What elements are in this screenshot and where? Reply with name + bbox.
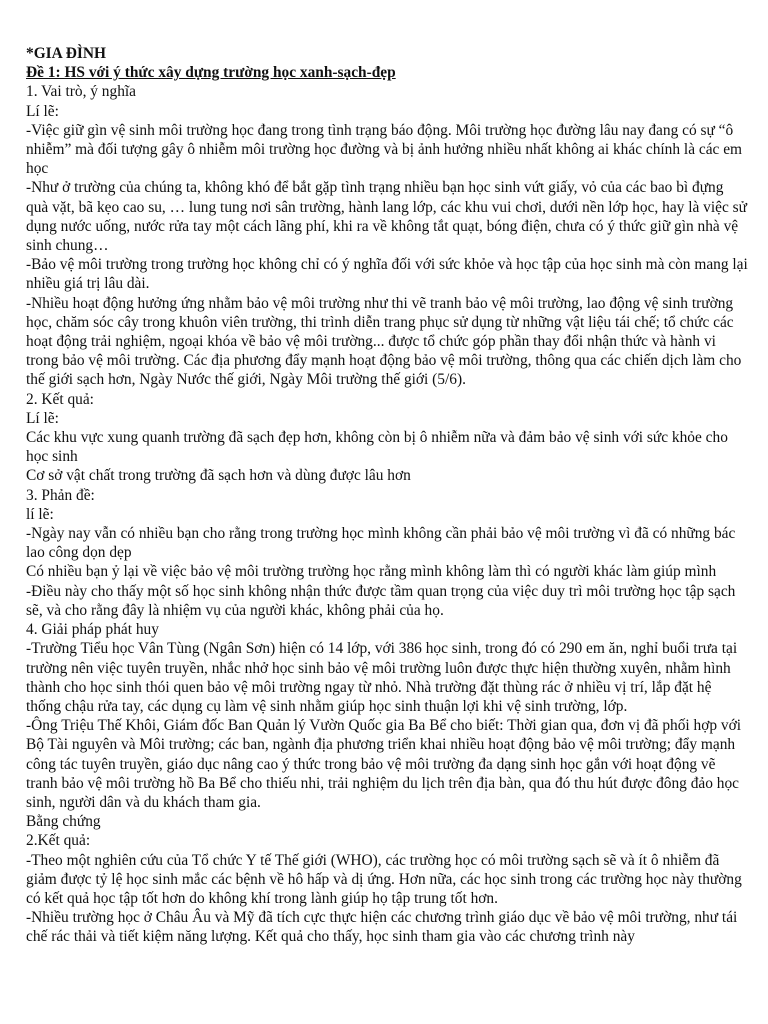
paragraph: Các khu vực xung quanh trường đã sạch đẹp hơn, không còn bị ô nhiễm nữa và đảm bảo vệ sinh với sức khỏe cho học sinh: [26, 429, 728, 466]
label-arguments: Lí lẽ:: [26, 102, 59, 120]
paragraph: Cơ sở vật chất trong trường đã sạch hơn và dùng được lâu hơn: [26, 467, 411, 485]
heading-counterargument: 3. Phản đề:: [26, 486, 95, 504]
paragraph: -Ông Triệu Thế Khôi, Giám đốc Ban Quản lý Vườn Quốc gia Ba Bể cho biết: Thời gian qua, đơn vị đã phối hợp với Bộ Tài nguyên và Môi trường; các ban, ngành địa phương triển khai nhiều hoạt động bảo vệ môi trường; đẩy mạnh công tác tuyên truyền, giáo dục nâng cao ý thức trong bảo vệ môi trường đa dạng sinh học gắn với hoạt động vẽ tranh bảo vệ môi trường hồ Ba Bể cho thiếu nhi, trải nghiệm du lịch trên địa bàn, qua đó thu hút được đông đảo học sinh, người dân và du khách tham gia.: [26, 717, 742, 811]
label-arguments: lí lẽ:: [26, 505, 54, 523]
label-evidence: Bằng chứng: [26, 813, 101, 831]
heading-solutions: 4. Giải pháp phát huy: [26, 621, 159, 639]
label-arguments: Lí lẽ:: [26, 409, 59, 427]
heading-results: 2. Kết quả:: [26, 390, 94, 408]
topic-title: Đề 1: HS với ý thức xây dựng trường học xanh-sạch-đẹp: [26, 64, 396, 82]
section-title: *GIA ĐÌNH: [26, 45, 106, 62]
paragraph: -Ngày nay vẫn có nhiều bạn cho rằng trong trường học mình không cần phải bảo vệ môi trường vì đã có những bác lao công dọn dẹp: [26, 525, 736, 562]
document-body: [26, 82, 748, 946]
paragraph: -Nhiều trường học ở Châu Âu và Mỹ đã tích cực thực hiện các chương trình giáo dục về bảo vệ môi trường, như tái chế rác thải và tiết kiệm năng lượng. Kết quả cho thấy, học sinh tham gia vào các chương trình này: [26, 909, 738, 946]
paragraph: -Điều này cho thấy một số học sinh không nhận thức được tầm quan trọng của việc duy trì môi trường học tập sạch sẽ, và cho rằng đây là nhiệm vụ của người khác, không phải của họ.: [26, 582, 736, 619]
paragraph: Có nhiều bạn ỷ lại về việc bảo vệ môi trường trường học rằng mình không làm thì có người khác làm giúp mình: [26, 563, 717, 581]
paragraph: -Nhiều hoạt động hưởng ứng nhằm bảo vệ môi trường như thi vẽ tranh bảo vệ môi trường, lao động vệ sinh trường học, chăm sóc cây trong khuôn viên trường, thi trình diễn trang phục sử dụng từ những vật liệu tái chế; tổ chức các hoạt động trải nghiệm, ngoại khóa về bảo vệ môi trường... được tổ chức góp phần thay đổi nhận thức và hành vi trong bảo vệ môi trường. Các địa phương đẩy mạnh hoạt động bảo vệ môi trường, thông qua các chiến dịch làm cho thế giới sạch hơn, Ngày Nước thế giới, Ngày Môi trường thế giới (5/6).: [26, 294, 742, 389]
paragraph: -Trường Tiểu học Vân Tùng (Ngân Sơn) hiện có 14 lớp, với 386 học sinh, trong đó có 290 em ăn, nghỉ buổi trưa tại trường nên việc tuyên truyền, nhắc nhở học sinh bảo vệ môi trường luôn được thực hiện thường xuyên, nhằm hình thành cho học sinh thói quen bảo vệ môi trường ngay từ nhỏ. Nhà trường đặt thùng rác ở nhiều vị trí, lắp đặt hệ thống chậu rửa tay, các dụng cụ làm vệ sinh nhằm giúp học sinh thuận lợi khi vệ sinh trường, lớp.: [26, 640, 738, 715]
paragraph: -Theo một nghiên cứu của Tổ chức Y tế Thế giới (WHO), các trường học có môi trường sạch sẽ và ít ô nhiễm đã giảm được tỷ lệ học sinh mắc các bệnh về hô hấp và dị ứng. Hơn nữa, các học sinh trong các trường học này thường có kết quả học tập tốt hơn do không khí trong lành giúp họ tập trung tốt hơn.: [26, 851, 742, 907]
heading-role-meaning: 1. Vai trò, ý nghĩa: [26, 83, 137, 101]
paragraph: -Như ở trường của chúng ta, không khó để bắt gặp tình trạng nhiều bạn học sinh vứt giấy, vỏ của các bao bì đựng quà vặt, bã kẹo cao su, … lung tung nơi sân trường, hành lang lớp, các khu vui chơi, dưới nền lớp học, hay là việc sử dụng nước uống, nước rửa tay một cách lãng phí, khi ra về không tắt quạt, bóng điện, chưa có ý thức giữ gìn nhà vệ sinh chung…: [26, 179, 747, 255]
heading-results: 2.Kết quả:: [26, 832, 91, 850]
paragraph: -Bảo vệ môi trường trong trường học không chỉ có ý nghĩa đối với sức khỏe và học tập của học sinh mà còn mang lại nhiều giá trị lâu dài.: [26, 256, 748, 293]
paragraph: -Việc giữ gìn vệ sinh môi trường học đang trong tình trạng báo động. Môi trường học đường lâu nay đang có sự “ô nhiễm” mà đối tượng gây ô nhiễm môi trường học đường và bị ảnh hưởng nhiều nhất không ai khác chính là các em học: [26, 121, 743, 178]
